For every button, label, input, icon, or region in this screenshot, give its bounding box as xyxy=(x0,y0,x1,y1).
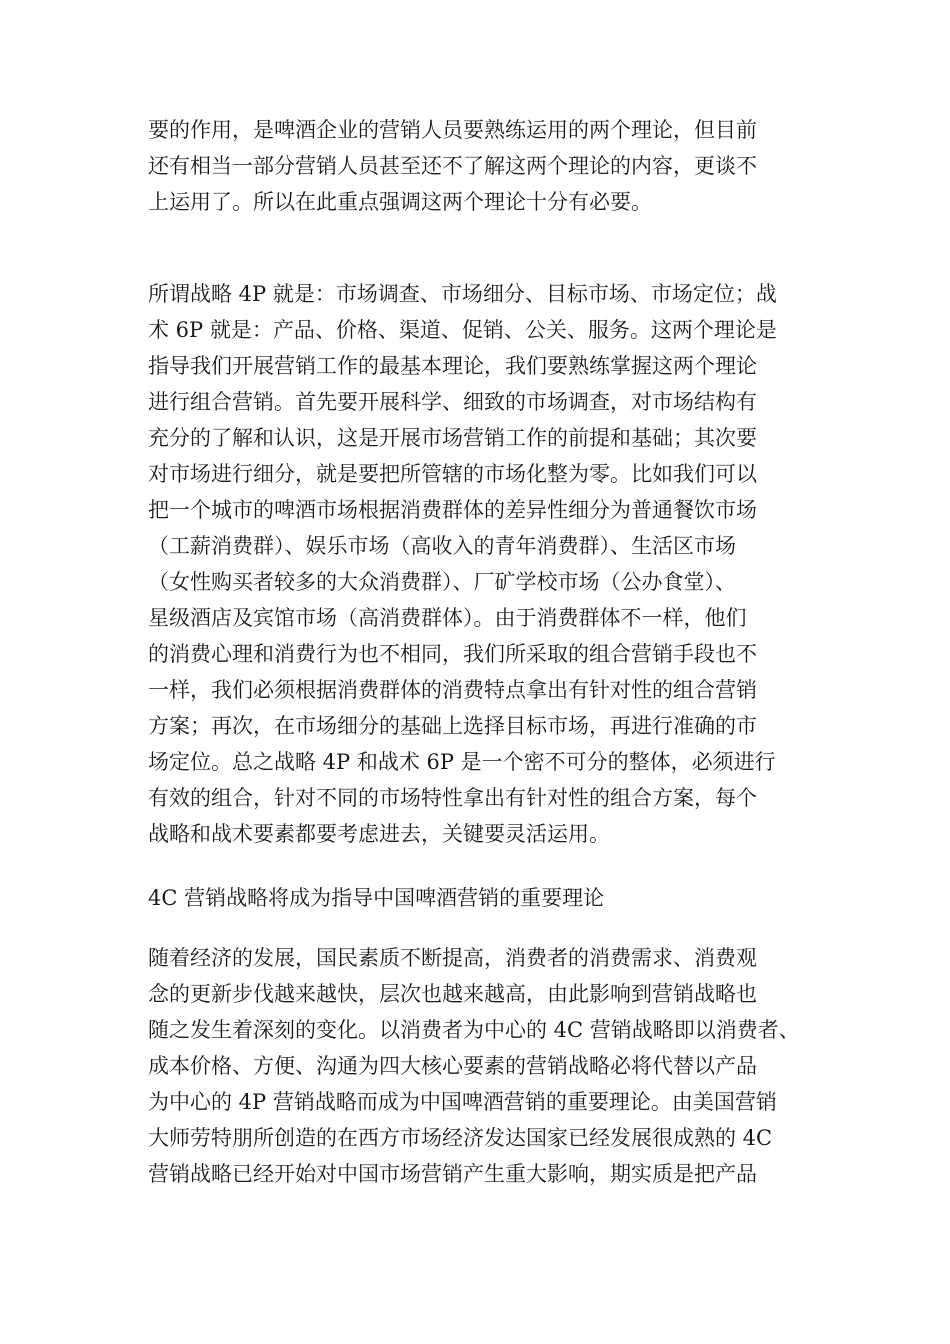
section-heading xyxy=(148,880,828,916)
text-line: 对市场进行细分，就是要把所管辖的市场化整为零。比如我们可以 xyxy=(148,462,757,486)
text-line: 进行组合营销。首先要开展科学、细致的市场调查，对市场结构有 xyxy=(148,390,757,414)
text-line: （工薪消费群）、娱乐市场（高收入的青年消费群）、生活区市场 xyxy=(148,534,736,558)
text-line: 的消费心理和消费行为也不相同，我们所采取的组合营销手段也不 xyxy=(148,642,757,666)
text-line: 指导我们开展营销工作的最基本理论，我们要熟练掌握这两个理论 xyxy=(148,354,757,378)
text-line: 要的作用，是啤酒企业的营销人员要熟练运用的两个理论，但目前 xyxy=(148,118,757,142)
text-line: 随之发生着深刻的变化。以消费者为中心的 4C 营销战略即以消费者、 xyxy=(148,1018,800,1042)
text-line: 星级酒店及宾馆市场（高消费群体）。由于消费群体不一样，他们 xyxy=(148,606,747,630)
text-line: 充分的了解和认识，这是开展市场营销工作的前提和基础；其次要 xyxy=(148,426,757,450)
text-line: 成本价格、方便、沟通为四大核心要素的营销战略必将代替以产品 xyxy=(148,1054,757,1078)
text-line: 营销战略已经开始对中国市场营销产生重大影响，期实质是把产品 xyxy=(148,1162,757,1186)
text-line: 术 6P 就是：产品、价格、渠道、促销、公关、服务。这两个理论是 xyxy=(148,318,777,342)
text-line: 还有相当一部分营销人员甚至还不了解这两个理论的内容，更谈不 xyxy=(148,154,757,178)
text-line: 有效的组合，针对不同的市场特性拿出有针对性的组合方案，每个 xyxy=(148,786,757,810)
text-line: 所谓战略 4P 就是：市场调查、市场细分、目标市场、市场定位；战 xyxy=(148,282,777,306)
text-line: 场定位。总之战略 4P 和战术 6P 是一个密不可分的整体，必须进行 xyxy=(148,750,776,774)
text-line: 把一个城市的啤酒市场根据消费群体的差异性细分为普通餐饮市场 xyxy=(148,498,757,522)
text-line: 战略和战术要素都要考虑进去，关键要灵活运用。 xyxy=(148,822,610,846)
paragraph-2 xyxy=(148,276,828,852)
text-line: 上运用了。所以在此重点强调这两个理论十分有必要。 xyxy=(148,190,652,214)
text-line: 大师劳特朋所创造的在西方市场经济发达国家已经发展很成熟的 4C xyxy=(148,1126,773,1150)
heading-text: 4C 营销战略将成为指导中国啤酒营销的重要理论 xyxy=(148,886,605,910)
paragraph-3 xyxy=(148,940,828,1192)
text-line: 一样，我们必须根据消费群体的消费特点拿出有针对性的组合营销 xyxy=(148,678,757,702)
text-line: （女性购买者较多的大众消费群）、厂矿学校市场（公办食堂）、 xyxy=(148,570,736,594)
text-line: 为中心的 4P 营销战略而成为中国啤酒营销的重要理论。由美国营销 xyxy=(148,1090,777,1114)
text-line: 随着经济的发展，国民素质不断提高，消费者的消费需求、消费观 xyxy=(148,946,757,970)
paragraph-1 xyxy=(148,112,828,220)
text-line: 念的更新步伐越来越快，层次也越来越高，由此影响到营销战略也 xyxy=(148,982,757,1006)
text-line: 方案；再次，在市场细分的基础上选择目标市场，再进行准确的市 xyxy=(148,714,757,738)
